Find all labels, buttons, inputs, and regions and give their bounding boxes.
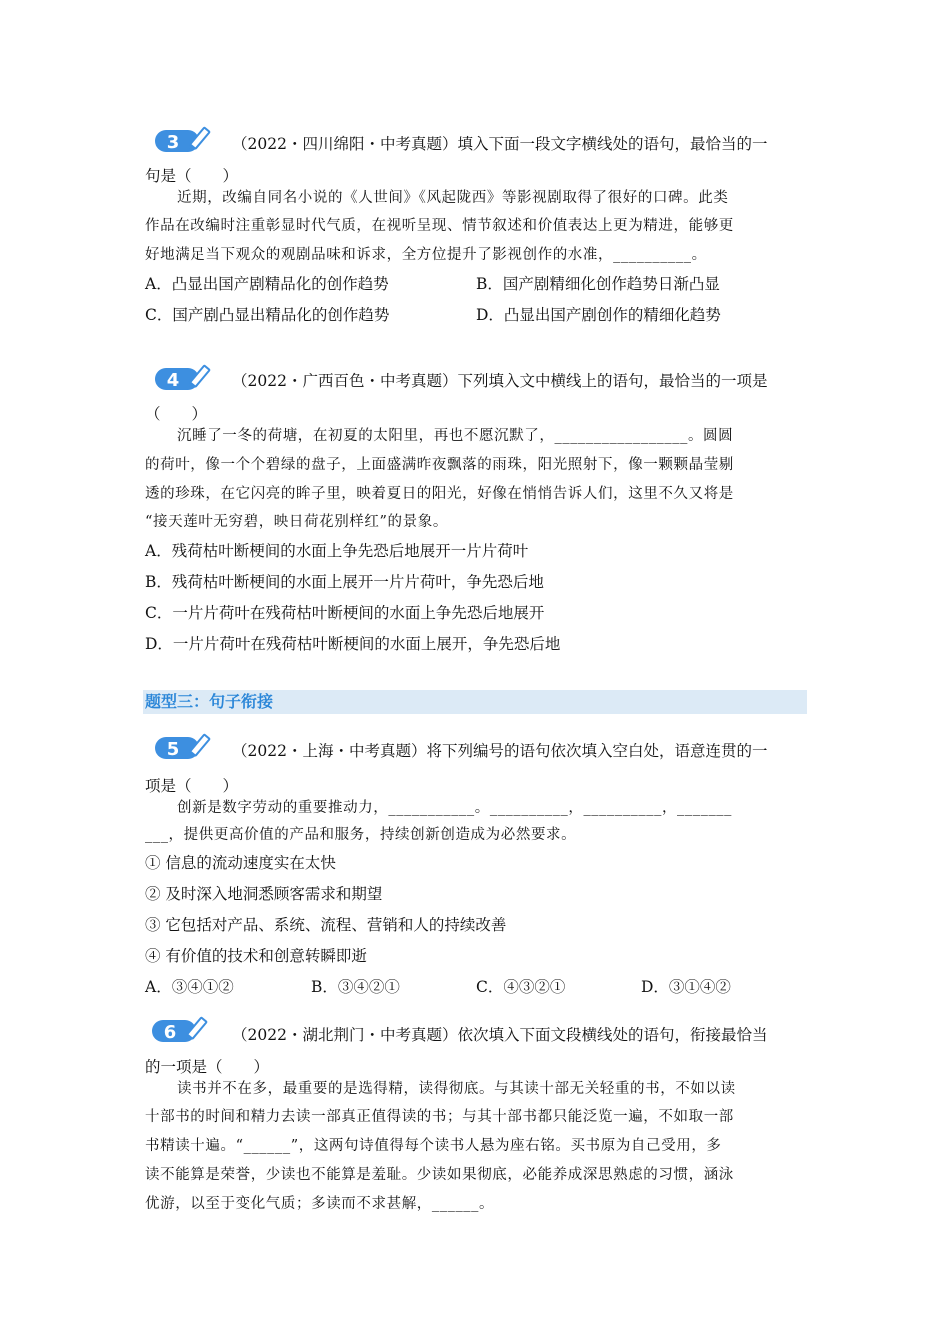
question-3-passage-line: 好地满足当下观众的观剧品味和诉求，全方位提升了影视创作的水准，__________。 <box>145 247 707 263</box>
question-6-passage-line: 读书并不在多，最重要的是选得精，读得彻底。与其读十部无关轻重的书，不如以读 <box>177 1081 736 1097</box>
question-6-header-cont: 的一项是（ ） <box>145 1058 270 1076</box>
option-b: B．残荷枯叶断梗间的水面上展开一片片荷叶，争先恐后地 <box>145 573 544 591</box>
question-4-passage-line: 的荷叶，像一个个碧绿的盘子，上面盛满昨夜飘落的雨珠，阳光照射下，像一颗颗晶莹剔 <box>145 457 734 473</box>
question-3-header-cont: 句是（ ） <box>145 167 239 185</box>
option-a: A．③④①② <box>145 978 234 996</box>
question-number: 6 <box>163 1022 177 1043</box>
question-number-badge-icon <box>153 733 215 761</box>
question-number-badge-icon <box>150 1016 212 1044</box>
question-3-passage-line: 作品在改编时注重彰显时代气质，在视听呈现、情节叙述和价值表达上更为精进，能够更 <box>145 218 734 234</box>
option-d: D．凸显出国产剧创作的精细化趋势 <box>476 306 721 324</box>
option-c: C．一片片荷叶在残荷枯叶断梗间的水面上争先恐后地展开 <box>145 604 545 622</box>
question-4-passage-line: 沉睡了一冬的荷塘，在初夏的太阳里，再也不愿沉默了，_________________。圆圆 <box>177 428 734 444</box>
option-a: A．凸显出国产剧精品化的创作趋势 <box>145 275 389 293</box>
question-5-passage-line: 创新是数字劳动的重要推动力，___________。__________，__________，_______ <box>177 800 732 816</box>
question-5-passage-line: ___，提供更高价值的产品和服务，持续创新创造成为必然要求。 <box>145 827 577 843</box>
option-d: D．一片片荷叶在残荷枯叶断梗间的水面上展开，争先恐后地 <box>145 635 561 653</box>
question-6-header: （2022・湖北荆门・中考真题）依次填入下面文段横线处的语句，衔接最恰当 <box>232 1026 768 1044</box>
question-number: 5 <box>166 739 180 760</box>
option-a: A．残荷枯叶断梗间的水面上争先恐后地展开一片片荷叶 <box>145 542 529 560</box>
question-number-badge-icon <box>153 364 215 392</box>
question-6-passage-line: 十部书的时间和精力去读一部真正值得读的书；与其十部书都只能泛览一遍，不如取一部 <box>145 1109 734 1125</box>
sentence-item: ④ 有价值的技术和创意转瞬即逝 <box>145 947 367 965</box>
option-b: B．③④②① <box>311 978 400 996</box>
question-4-passage-line: “接天莲叶无穷碧，映日荷花别样红”的景象。 <box>145 514 448 530</box>
question-6-passage-line: 优游，以至于变化气质；多读而不求甚解，______。 <box>145 1196 495 1212</box>
question-6-passage-line: 书精读十遍。“______”，这两句诗值得每个读书人悬为座右铭。买书原为自己受用，多 <box>145 1138 722 1154</box>
option-d: D．③①④② <box>641 978 731 996</box>
section-title: 题型三：句子衔接 <box>145 692 274 711</box>
question-6-passage-line: 读不能算是荣誉，少读也不能算是羞耻。少读如果彻底，必能养成深思熟虑的习惯，涵泳 <box>145 1167 734 1183</box>
question-3-passage-line: 近期，改编自同名小说的《人世间》《风起陇西》等影视剧取得了很好的口碑。此类 <box>177 190 729 206</box>
sentence-item: ① 信息的流动速度实在太快 <box>145 854 336 872</box>
option-c: C．④③②① <box>476 978 566 996</box>
question-number-badge-icon <box>153 126 215 154</box>
question-number: 3 <box>166 132 180 153</box>
question-5-header-cont: 项是（ ） <box>145 777 239 795</box>
question-number: 4 <box>166 370 180 391</box>
sentence-item: ③ 它包括对产品、系统、流程、营销和人的持续改善 <box>145 916 507 934</box>
question-4-header: （2022・广西百色・中考真题）下列填入文中横线上的语句，最恰当的一项是 <box>232 372 768 390</box>
question-4-header-cont: （ ） <box>145 405 208 423</box>
option-b: B．国产剧精细化创作趋势日渐凸显 <box>476 275 720 293</box>
sentence-item: ② 及时深入地洞悉顾客需求和期望 <box>145 885 383 903</box>
question-5-header: （2022・上海・中考真题）将下列编号的语句依次填入空白处，语意连贯的一 <box>232 742 768 760</box>
option-c: C．国产剧凸显出精品化的创作趋势 <box>145 306 390 324</box>
question-4-passage-line: 透的珍珠，在它闪亮的眸子里，映着夏日的阳光，好像在悄悄告诉人们，这里不久又将是 <box>145 486 734 502</box>
question-3-header: （2022・四川绵阳・中考真题）填入下面一段文字横线处的语句，最恰当的一 <box>232 135 768 153</box>
